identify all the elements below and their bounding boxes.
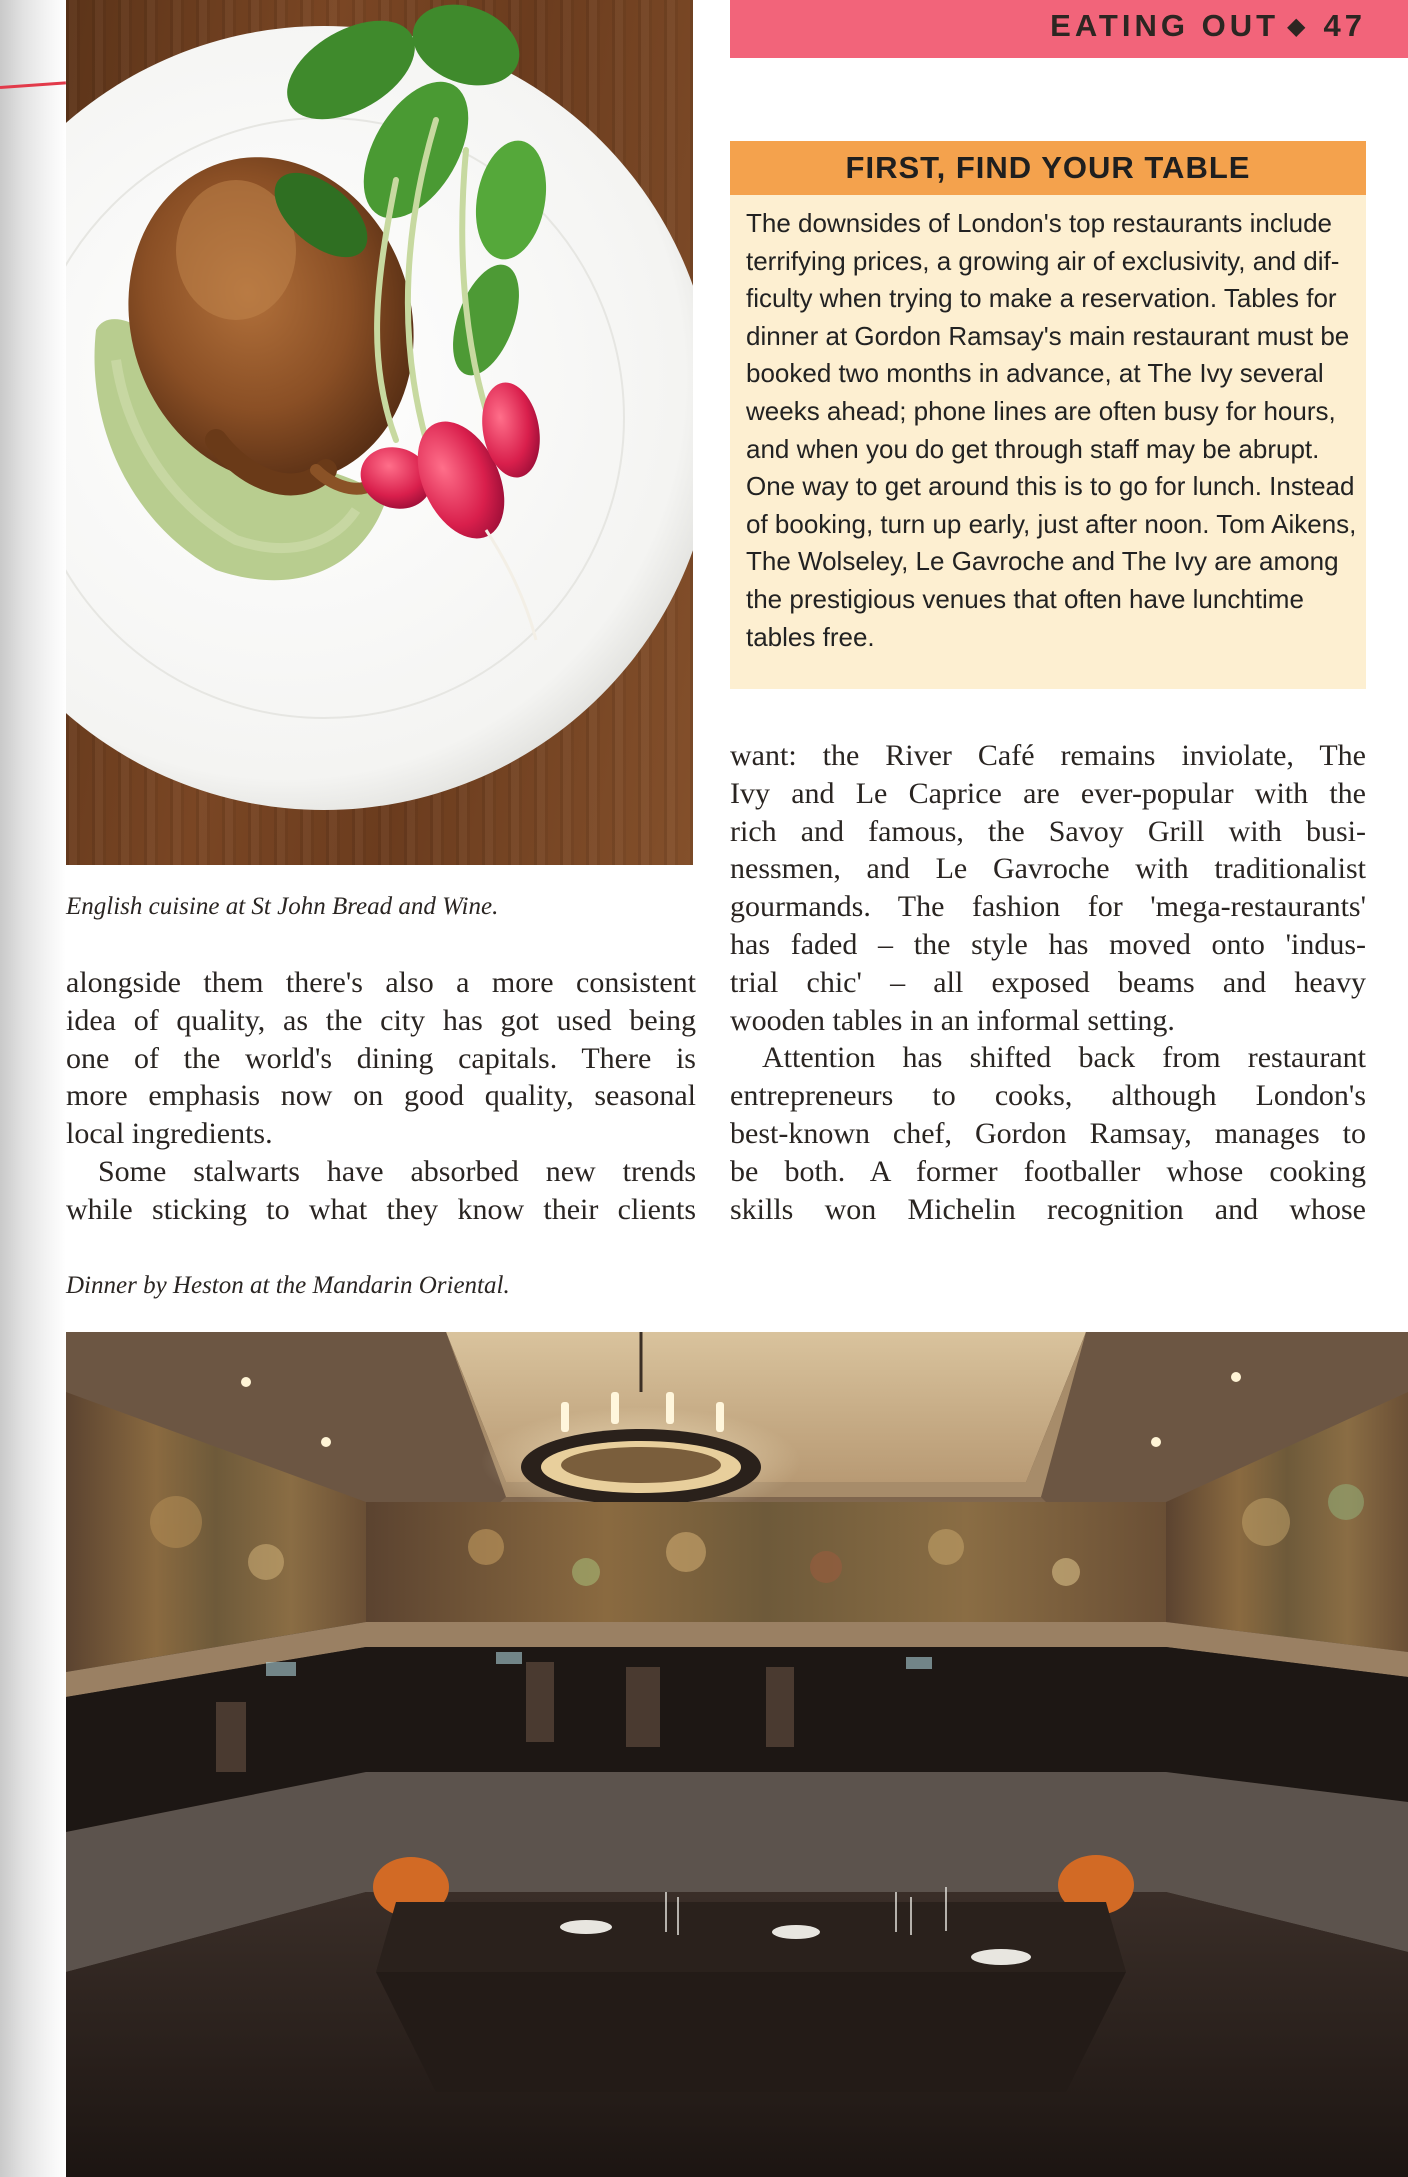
sidebar-body <box>730 195 1366 656</box>
roast-quail-radish-illustration <box>66 0 693 865</box>
sidebar-line: booked two months in advance, at The Ivy several <box>746 358 1324 389</box>
running-header-text <box>1050 8 1366 44</box>
body-line: want: the River Café remains inviolate, The <box>730 739 1366 772</box>
body-line: Some stalwarts have absorbed new trends <box>98 1154 696 1188</box>
body-line: one of the world's dining capitals. There is <box>66 1041 696 1075</box>
body-line: best-known chef, Gordon Ramsay, manages to <box>730 1116 1366 1150</box>
sidebar-line: and when you do get through staff may be abrupt. <box>746 433 1320 464</box>
sidebar-line: weeks ahead; phone lines are often busy for hours, <box>746 395 1336 426</box>
body-line: while sticking to what they know their clients <box>66 1192 696 1226</box>
diamond-icon: ◆ <box>1287 13 1310 40</box>
sidebar-title: FIRST, FIND YOUR TABLE <box>730 141 1366 195</box>
body-line: Ivy and Le Caprice are ever-popular with the <box>730 776 1366 810</box>
food-photo <box>66 0 693 865</box>
page-number: 47 <box>1323 8 1366 43</box>
body-line: rich and famous, the Savoy Grill with busi- <box>730 814 1366 848</box>
photo-caption-bottom: Dinner by Heston at the Mandarin Oriental. <box>66 1272 510 1299</box>
running-header <box>730 0 1408 58</box>
sidebar-line: One way to get around this is to go for lunch. Instead <box>746 471 1355 502</box>
section-title: EATING OUT <box>1050 8 1280 43</box>
body-line: nessmen, and Le Gavroche with traditionalist <box>730 852 1366 886</box>
body-line: trial chic' – all exposed beams and heavy <box>730 965 1366 999</box>
sidebar-line: terrifying prices, a growing air of exclusivity, and dif- <box>746 245 1340 276</box>
body-line: entrepreneurs to cooks, although London's <box>730 1079 1366 1113</box>
body-line: has faded – the style has moved onto 'indus- <box>730 927 1366 961</box>
restaurant-interior-illustration <box>66 1332 1408 2177</box>
sidebar-line: of booking, turn up early, just after noon. Tom Aikens, <box>746 508 1357 539</box>
restaurant-interior-photo <box>66 1332 1408 2177</box>
body-line: wooden tables in an informal setting. <box>730 1003 1175 1037</box>
body-line: local ingredients. <box>66 1117 273 1151</box>
body-line: skills won Michelin recognition and whose <box>730 1192 1366 1226</box>
body-column-left <box>66 964 696 1229</box>
sidebar-line: The downsides of London's top restaurants include <box>746 208 1333 238</box>
sidebar-line: tables free. <box>746 621 875 652</box>
sidebar-line: dinner at Gordon Ramsay's main restaurant must be <box>746 320 1350 351</box>
sidebar-line: ficulty when trying to make a reservation. Tables for <box>746 283 1337 314</box>
book-gutter <box>0 0 66 2177</box>
body-line: gourmands. The fashion for 'mega-restaurants' <box>730 890 1366 924</box>
body-line: more emphasis now on good quality, seasonal <box>66 1079 696 1113</box>
body-line: idea of quality, as the city has got used being <box>66 1003 696 1037</box>
sidebar-box <box>730 141 1366 689</box>
body-column-right <box>730 737 1366 1228</box>
body-line: Attention has shifted back from restaurant <box>762 1041 1366 1075</box>
body-line: alongside them there's also a more consistent <box>66 966 696 999</box>
sidebar-line: The Wolseley, Le Gavroche and The Ivy are among <box>746 546 1339 577</box>
photo-caption-top: English cuisine at St John Bread and Wine. <box>66 893 499 920</box>
sidebar-line: the prestigious venues that often have lunchtime <box>746 583 1304 614</box>
body-line: be both. A former footballer whose cooking <box>730 1154 1366 1188</box>
